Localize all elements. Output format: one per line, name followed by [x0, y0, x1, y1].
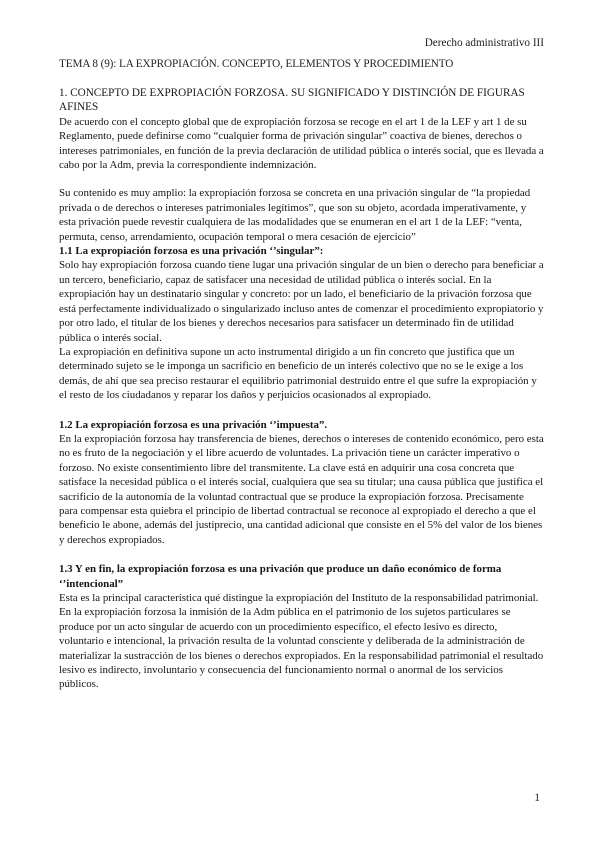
- paragraph-singular-1: Solo hay expropiación forzosa cuando tiene lugar una privación singular de un bien o derecho para beneficiar a un tercero, beneficiario, capaz de satisfacer una necesidad de utilidad pública o interés social. En la expropiación hay un destinatario singular y concreto: por un lado, el beneficiario de la privación forzosa que está perfectamente individualizado o singularizado incluso antes de comenzar el procedimiento expropiatorio y por otro lado, el titular de los bienes y derechos necesarios para satisfacer un determinado fin de utilidad pública o interés social.: [59, 259, 544, 344]
- document-body: [59, 86, 544, 692]
- page-number: 1: [534, 792, 540, 804]
- paragraph-singular-2: La expropiación en definitiva supone un acto instrumental dirigido a un fin concreto que justifica que un determinado sujeto se le imponga un sacrificio en beneficio de un interés colectivo que no se le exige a los demás, de ahí que sea preciso restaurar el equilibrio patrimonial destruido entre el que sufre la expropiación y el resto de los ciudadanos y reparar los daños y perjuicios ocasionados al expropiado.: [59, 345, 537, 402]
- subsection-heading-1-1: 1.1 La expropiación forzosa es una privación ‘’singular”:: [59, 245, 324, 258]
- paragraph-intencional: Esta es la principal característica qué distingue la expropiación del Instituto de la responsabilidad patrimonial. En la expropiación forzosa la inmisión de la Adm pública en el patrimonio de los sujetos particulares se produce por un acto singular de acuerdo con un procedimiento específico, el efecto lesivo es directo, voluntario e intencional, la privación resulta de la voluntad consciente y deliberada de la administración de materializar la sustracción de los bienes o derechos expropiados. En la responsabilidad patrimonial el resultado lesivo es indirecto, involuntario y consecuencia del funcionamiento normal o anormal de los servicios públicos.: [59, 592, 544, 691]
- section-heading-1: 1. CONCEPTO DE EXPROPIACIÓN FORZOSA. SU SIGNIFICADO Y DISTINCIÓN DE FIGURAS AFINES: [59, 87, 525, 114]
- paragraph-impuesta: En la expropiación forzosa hay transferencia de bienes, derechos o intereses de contenido económico, pero esta no es fruto de la negociación y el libre acuerdo de voluntades. La privación tiene un carácter imperativo o forzoso. No existe consentimiento libre del transmitente. La clave está en adquirir una cosa concreta que satisface la necesidad pública o el interés social, cualquiera que sea su titular; una causa pública que justifica el sacrificio de la autonomía de la voluntad contractual que se produce la expropiación forzosa. Precisamente para compensar esta quiebra el principio de libertad contractual se reconoce al expropiado el derecho a que el beneficio le abone, además del justiprecio, una cantidad adicional que consiste en el 5% del valor de los bienes y derechos expropiados.: [59, 432, 544, 546]
- paragraph-concept-definition: De acuerdo con el concepto global que de expropiación forzosa se recoge en el art 1 de la LEF y art 1 de su Reglamento, puede definirse como “cualquier forma de privación singular” coactiva de bienes, derechos o intereses patrimoniales, en función de la previa declaración de utilidad pública o interés social, que es llevada a cabo por la Adm, previa la correspondiente indemnización.: [59, 115, 544, 172]
- running-header: Derecho administrativo III: [424, 37, 544, 49]
- document-title: TEMA 8 (9): LA EXPROPIACIÓN. CONCEPTO, ELEMENTOS Y PROCEDIMIENTO: [59, 58, 454, 70]
- paragraph-concept-content: Su contenido es muy amplio: la expropiación forzosa se concreta en una privación singular de “la propiedad privada o de derechos o intereses patrimoniales legítimos”, que son su objeto, acordada imperativamente, y esta privación puede revestir cualquiera de las modalidades que se enumeran en el art 1 de la LEF: “venta, permuta, censo, arrendamiento, ocupación temporal o mera cesación de ejercicio”: [59, 187, 531, 243]
- subsection-heading-1-2: 1.2 La expropiación forzosa es una privación ‘’impuesta”.: [59, 418, 328, 431]
- subsection-heading-1-3: 1.3 Y en fin, la expropiación forzosa es una privación que produce un daño económico de forma ‘’intencional”: [59, 563, 502, 590]
